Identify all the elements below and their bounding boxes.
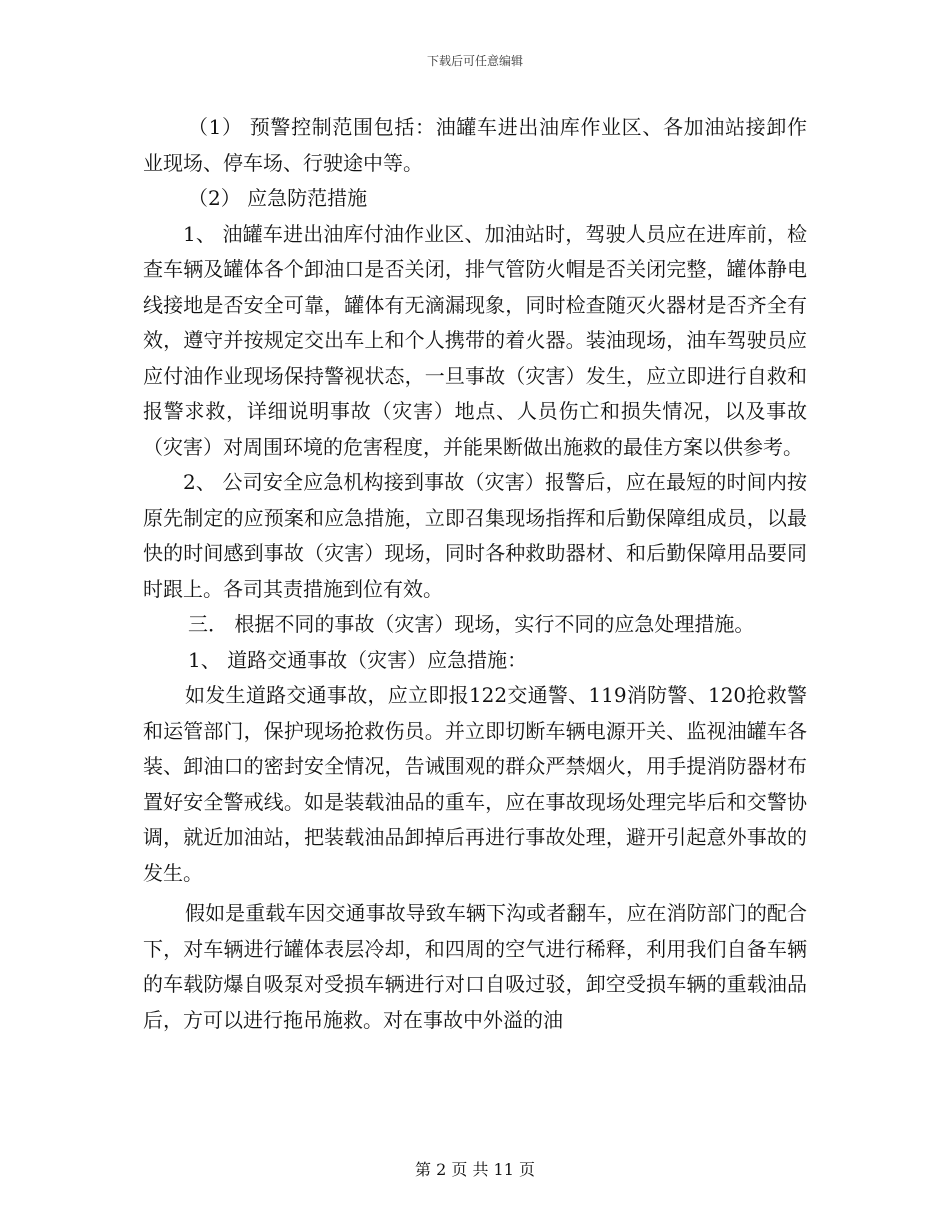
document-body bbox=[143, 110, 807, 1038]
paragraph-measure-2: 2、 公司安全应急机构接到事故（灾害）报警后，应在最短的时间内按原先制定的应预案和应急措施，立即召集现场指挥和后勤保障组成员，以最快的时间感到事故（灾害）现场，同时各种救助器材、和后勤保障用品要同时跟上。各司其责措施到位有效。 bbox=[143, 470, 807, 601]
subheading-traffic-accident: 1、 道路交通事故（灾害）应急措施： bbox=[188, 647, 528, 672]
page-header: 下载后可任意编辑 bbox=[426, 54, 523, 68]
paragraph-measure-1: 1、 油罐车进出油库付油作业区、加油站时，驾驶人员应在进库前，检查车辆及罐体各个卸油口是否关闭，排气管防火帽是否关闭完整，罐体静电线接地是否安全可靠，罐体有无滴漏现象，同时检查随灭火器材是否齐全有效，遵守并按规定交出车上和个人携带的着火器。装油现场，油车驾驶员应应付油作业现场保持警视状态，一旦事故（灾害）发生，应立即进行自救和报警求救，详细说明事故（灾害）地点、人员伤亡和损失情况，以及事故（灾害）对周围环境的危害程度，并能果断做出施救的最佳方案以供参考。 bbox=[143, 221, 807, 459]
paragraph-prevention-heading: （2） 应急防范措施 bbox=[188, 186, 368, 210]
section-heading-three: 三． 根据不同的事故（灾害）现场，实行不同的应急处理措施。 bbox=[188, 612, 755, 636]
paragraph-heavy-vehicle: 假如是重载车因交通事故导致车辆下沟或者翻车，应在消防部门的配合下，对车辆进行罐体表层冷却，和四周的空气进行稀释，利用我们自备车辆的车载防爆自吸泵对受损车辆进行对口自吸过驳，卸空受损车辆的重载油品后，方可以进行拖吊施救。对在事故中外溢的油 bbox=[143, 901, 807, 1032]
page-footer: 第 2 页 共 11 页 bbox=[415, 1160, 535, 1179]
paragraph-warning-scope: （1） 预警控制范围包括：油罐车进出油库作业区、各加油站接卸作业现场、停车场、行驶途中等。 bbox=[143, 115, 807, 175]
paragraph-traffic-accident: 如发生道路交通事故，应立即报122交通警、119消防警、120抢救警和运管部门，保护现场抢救伤员。并立即切断车辆电源开关、监视油罐车各装、卸油口的密封安全情况，告诫围观的群众严禁烟火，用手提消防器材布置好安全警戒线。如是装载油品的重车，应在事故现场处理完毕后和交警协调，就近加油站，把装载油品卸掉后再进行事故处理，避开引起意外事故的发生。 bbox=[143, 683, 807, 885]
